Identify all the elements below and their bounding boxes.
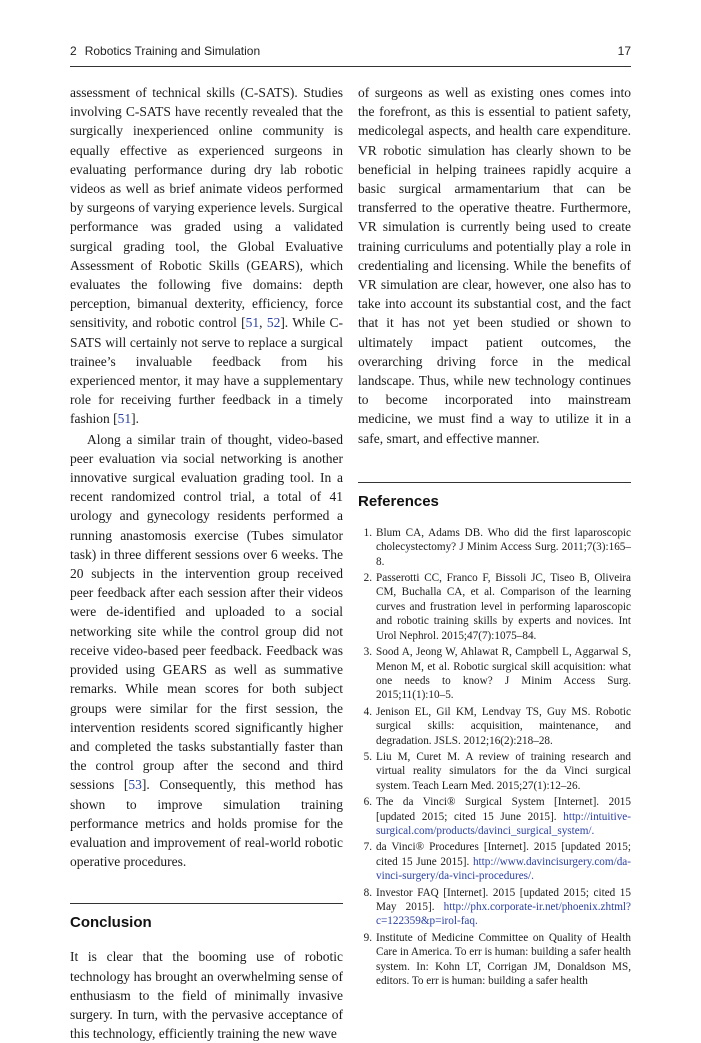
reference-text: Passerotti CC, Franco F, Bissoli JC, Tiseo B, Oliveira CM, Buchalla CA, et al. Comparison of the learning curves and frustration level in performing laparoscopic and robotic training skills by experts and novices. Int Urol Nephrol. 2015;47(7):1075–84.: [376, 572, 631, 642]
reference-text: Institute of Medicine Committee on Quality of Health Care in America. To err is human: building a safer health system. In: Kohn LT, Corrigan JM, Donaldson MS, editors. To err is human: building a safer health: [376, 931, 631, 988]
citation-link[interactable]: 51: [117, 411, 132, 427]
text-run: ,: [259, 315, 267, 331]
reference-item: [358, 571, 631, 643]
chapter-title-text: Robotics Training and Simulation: [84, 44, 261, 58]
reference-url-link[interactable]: http://www.davincisurgery.com/da-vinci-surgery/da-vinci-procedures/.: [376, 855, 631, 883]
reference-number: 5.: [363, 750, 372, 763]
reference-text: The da Vinci® Surgical System [Internet]. 2015 [updated 2015; cited 15 June 2015].: [376, 796, 631, 823]
left-column: [70, 83, 343, 1043]
reference-text: Investor FAQ [Internet]. 2015 [updated 2015; cited 15 May 2015].: [376, 886, 631, 914]
reference-item: [358, 705, 631, 748]
reference-number: 4.: [363, 705, 372, 718]
text-run: assessment of technical skills (C-SATS). Studies involving C-SATS have recently revealed that the surgically inexperienced online community is equally effective as experienced surgeons in evaluating performance during dry lab robotic videos as well as brief animate videos performed by surgeons of varying experience levels. Surgical performance was graded using a validated surgical grading tool, the Global Evaluative Assessment of Robotic Skills (GEARS), which evaluates the following five domains: depth perception, bimanual dexterity, efficiency, force sensitivity, and robotic control [: [70, 85, 343, 331]
reference-url-link[interactable]: http://intuitive-surgical.com/products/davinci_surgical_system/.: [376, 810, 631, 837]
reference-item: [358, 795, 631, 838]
reference-item: [358, 526, 631, 569]
citation-link[interactable]: 52: [266, 315, 281, 331]
paragraph: [70, 430, 343, 872]
reference-number: 6.: [363, 796, 372, 809]
text-run: Along a similar train of thought, video-based peer evaluation via social networking is another innovative surgical evaluation grading tool. In a recent randomized control trial, a total of 41 urology and gynecology residents performed a running anastomosis exercise (Tubes simulator task) in three different sessions over 6 weeks. The 20 subjects in the intervention group received peer feedback after each session after their videos were de-identified and uploaded to a social networking site while the control group did not receive video-based peer feedback. Feedback was provided using GEARS as well as summative remarks. While mean scores for both subject groups were similar for the first session, the intervention residents scored significantly higher and completed the tasks substantially faster than the control group after the second and third sessions [: [70, 431, 343, 793]
reference-text: Liu M, Curet M. A review of training research and virtual reality simulators for the da Vinci surgical system. Teach Learn Med. 2015;27(1):12–26.: [376, 750, 631, 792]
reference-item: [358, 931, 631, 989]
reference-number: 9.: [363, 931, 372, 944]
reference-text: Blum CA, Adams DB. Who did the first laparoscopic cholecystectomy? J Minim Access Surg. 2011;7(3):165–8.: [376, 526, 631, 568]
header-divider: [70, 66, 631, 67]
reference-number: 1.: [363, 526, 372, 539]
text-run: ]. Consequently, this method has shown to improve simulation training performance metrics and holds promise for the evaluation and improvement of real-world robotic operative procedures.: [70, 777, 343, 870]
section-divider: [358, 482, 631, 483]
reference-text: da Vinci® Procedures [Internet]. 2015 [updated 2015; cited 15 June 2015].: [376, 841, 631, 868]
reference-url-link[interactable]: http://phx.corporate-ir.net/phoenix.zhtml?c=122359&p=irol-faq.: [376, 901, 631, 928]
reference-item: [358, 840, 631, 883]
reference-text: Jenison EL, Gil KM, Lendvay TS, Guy MS. Robotic surgical skills: acquisition, maintenance, and degradation. JSLS. 2012;16(2):218–28.: [376, 705, 631, 747]
paragraph: [70, 83, 343, 429]
reference-item: [358, 645, 631, 703]
chapter-title: [70, 44, 260, 58]
running-header: [70, 44, 631, 62]
section-divider: [70, 903, 343, 904]
paragraph: of surgeons as well as existing ones comes into the forefront, as this is essential to patient safety, medicolegal aspects, and health care expenditure. VR robotic simulation has clearly shown to be beneficial in helping trainees rapidly acquire a basic surgical armamentarium that can be transferred to the operative theatre. Furthermore, VR simulation is currently being used to create training curriculums and potentially play a role in credentialing and licensing. While the benefits of VR simulation are clear, however, one also has to take into account its substantial cost, and the fact that it has not yet been studied or shown to ultimately impact patient outcomes, the overarching driving force in the medical landscape. Thus, while new technology continues to become incorporated into mainstream medicine, we must find a way to utilize it in a safe, smart, and effective manner.: [358, 85, 631, 446]
page-number: 17: [617, 44, 631, 58]
citation-link[interactable]: 51: [245, 315, 260, 331]
text-run: ]. While C-SATS will certainly not serve to replace a surgical trainee’s invaluable feedback from his experienced mentor, it may have a supplementary role for receiving further feedback in a timely fashion [: [70, 315, 344, 427]
reference-number: 2.: [363, 572, 372, 585]
reference-item: [358, 886, 631, 929]
section-heading-references: References: [358, 492, 439, 510]
reference-item: [358, 750, 631, 793]
right-column: [358, 83, 631, 990]
section-heading-conclusion: Conclusion: [70, 914, 152, 932]
text-run: ].: [131, 411, 139, 427]
paragraph: It is clear that the booming use of robotic technology has brought an overwhelming sense of enthusiasm to the field of minimally invasive surgery. In turn, with the pervasive acceptance of this technology, efficiently training the new wave: [70, 949, 343, 1042]
reference-number: 7.: [363, 841, 372, 854]
reference-list: [358, 526, 631, 989]
citation-link[interactable]: 53: [128, 777, 142, 793]
reference-number: 8.: [363, 886, 372, 899]
reference-text: Sood A, Jeong W, Ahlawat R, Campbell L, Aggarwal S, Menon M, et al. Robotic surgical skill acquisition: what one needs to know? J Minim Access Surg. 2015;11(1):10–5.: [376, 646, 631, 702]
chapter-number: 2: [70, 44, 77, 58]
reference-number: 3.: [363, 646, 372, 659]
